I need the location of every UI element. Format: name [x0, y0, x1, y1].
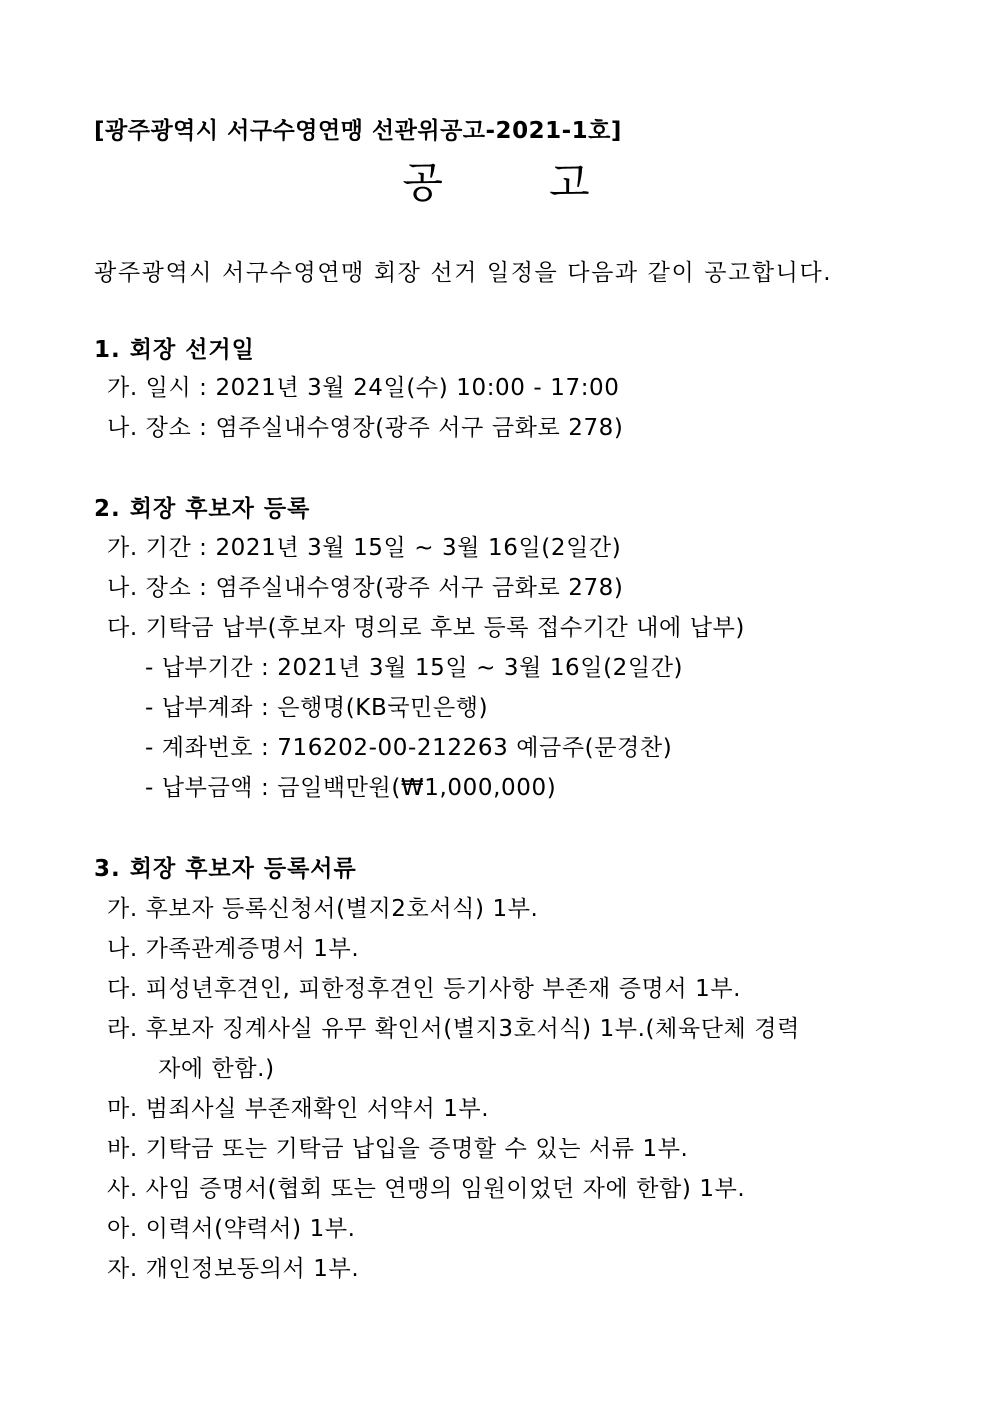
section-title-registration-documents: 3. 회장 후보자 등록서류	[94, 856, 357, 882]
list-item: 다. 기탁금 납부(후보자 명의로 후보 등록 접수기간 내에 납부)	[107, 615, 745, 641]
list-item: 사. 사임 증명서(협회 또는 연맹의 임원이었던 자에 한함) 1부.	[107, 1176, 746, 1202]
doc-title-char-1: 공	[402, 158, 443, 207]
doc-title-char-2: 고	[549, 158, 590, 207]
intro-paragraph: 광주광역시 서구수영연맹 회장 선거 일정을 다음과 같이 공고합니다.	[94, 260, 833, 286]
list-item: 가. 후보자 등록신청서(별지2호서식) 1부.	[107, 896, 539, 922]
list-item: 마. 범죄사실 부존재확인 서약서 1부.	[107, 1096, 490, 1122]
list-item: 아. 이력서(약력서) 1부.	[107, 1216, 356, 1242]
doc-title	[0, 150, 992, 210]
list-item: 라. 후보자 징계사실 유무 확인서(별지3호서식) 1부.(체육단체 경력	[107, 1016, 800, 1042]
list-item-continuation: 자에 한함.)	[158, 1056, 275, 1082]
list-item: 나. 장소 : 염주실내수영장(광주 서구 금화로 278)	[107, 575, 624, 601]
section-title-election-date: 1. 회장 선거일	[94, 337, 255, 363]
list-item: 자. 개인정보동의서 1부.	[107, 1256, 360, 1282]
sub-list-item: - 납부금액 : 금일백만원(₩1,000,000)	[145, 775, 557, 801]
list-item: 가. 기간 : 2021년 3월 15일 ~ 3월 16일(2일간)	[107, 535, 622, 561]
sub-list-item: - 납부기간 : 2021년 3월 15일 ~ 3월 16일(2일간)	[145, 655, 684, 681]
list-item: 바. 기탁금 또는 기탁금 납입을 증명할 수 있는 서류 1부.	[107, 1136, 689, 1162]
sub-list-item: - 계좌번호 : 716202-00-212263 예금주(문경찬)	[145, 735, 673, 761]
list-item: 가. 일시 : 2021년 3월 24일(수) 10:00 - 17:00	[107, 375, 620, 401]
sub-list-item: - 납부계좌 : 은행명(KB국민은행)	[145, 695, 489, 721]
doc-number: [광주광역시 서구수영연맹 선관위공고-2021-1호]	[94, 118, 622, 144]
list-item: 다. 피성년후견인, 피한정후견인 등기사항 부존재 증명서 1부.	[107, 976, 742, 1002]
list-item: 나. 장소 : 염주실내수영장(광주 서구 금화로 278)	[107, 415, 624, 441]
section-title-candidate-registration: 2. 회장 후보자 등록	[94, 496, 311, 522]
list-item: 나. 가족관계증명서 1부.	[107, 936, 360, 962]
